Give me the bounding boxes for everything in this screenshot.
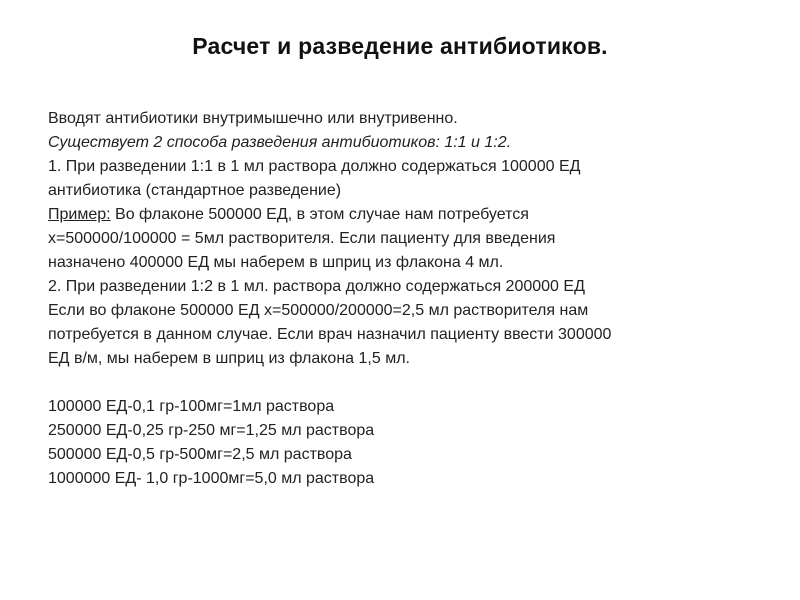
rule2-line-2: Если во флаконе 500000 ЕД х=500000/200000=2,5 мл растворителя нам xyxy=(48,302,589,319)
example-label: Пример: xyxy=(48,206,111,223)
rule2-line-3: потребуется в данном случае. Если врач назначил пациенту ввести 300000 xyxy=(48,326,612,343)
spacer xyxy=(48,371,768,395)
conversion-line: 1000000 ЕД- 1,0 гр-1000мг=5,0 мл раствора xyxy=(48,470,375,487)
example-line-1 xyxy=(48,203,768,227)
example-line-2: х=500000/100000 = 5мл растворителя. Если пациенту для введения xyxy=(48,230,556,247)
rule2-line-1: 2. При разведении 1:2 в 1 мл. раствора должно содержаться 200000 ЕД xyxy=(48,278,585,295)
rule1-line-2: антибиотика (стандартное разведение) xyxy=(48,182,342,199)
rule2-line-4: ЕД в/м, мы наберем в шприц из флакона 1,5 мл. xyxy=(48,350,410,367)
methods-text: Существует 2 способа разведения антибиотиков: 1:1 и 1:2. xyxy=(48,134,512,151)
page-title: Расчет и разведение антибиотиков. xyxy=(192,33,608,59)
conversion-line: 500000 ЕД-0,5 гр-500мг=2,5 мл раствора xyxy=(48,446,352,463)
example-line-3: назначено 400000 ЕД мы наберем в шприц из флакона 4 мл. xyxy=(48,254,504,271)
rule1-line-1: 1. При разведении 1:1 в 1 мл раствора должно содержаться 100000 ЕД xyxy=(48,158,581,175)
conversion-line: 100000 ЕД-0,1 гр-100мг=1мл раствора xyxy=(48,398,335,415)
slide-body xyxy=(48,107,768,491)
example-text: Во флаконе 500000 ЕД, в этом случае нам потребуется xyxy=(110,206,529,223)
conversion-line: 250000 ЕД-0,25 гр-250 мг=1,25 мл раствора xyxy=(48,422,375,439)
intro-text: Вводят антибиотики внутримышечно или внутривенно. xyxy=(48,110,458,127)
